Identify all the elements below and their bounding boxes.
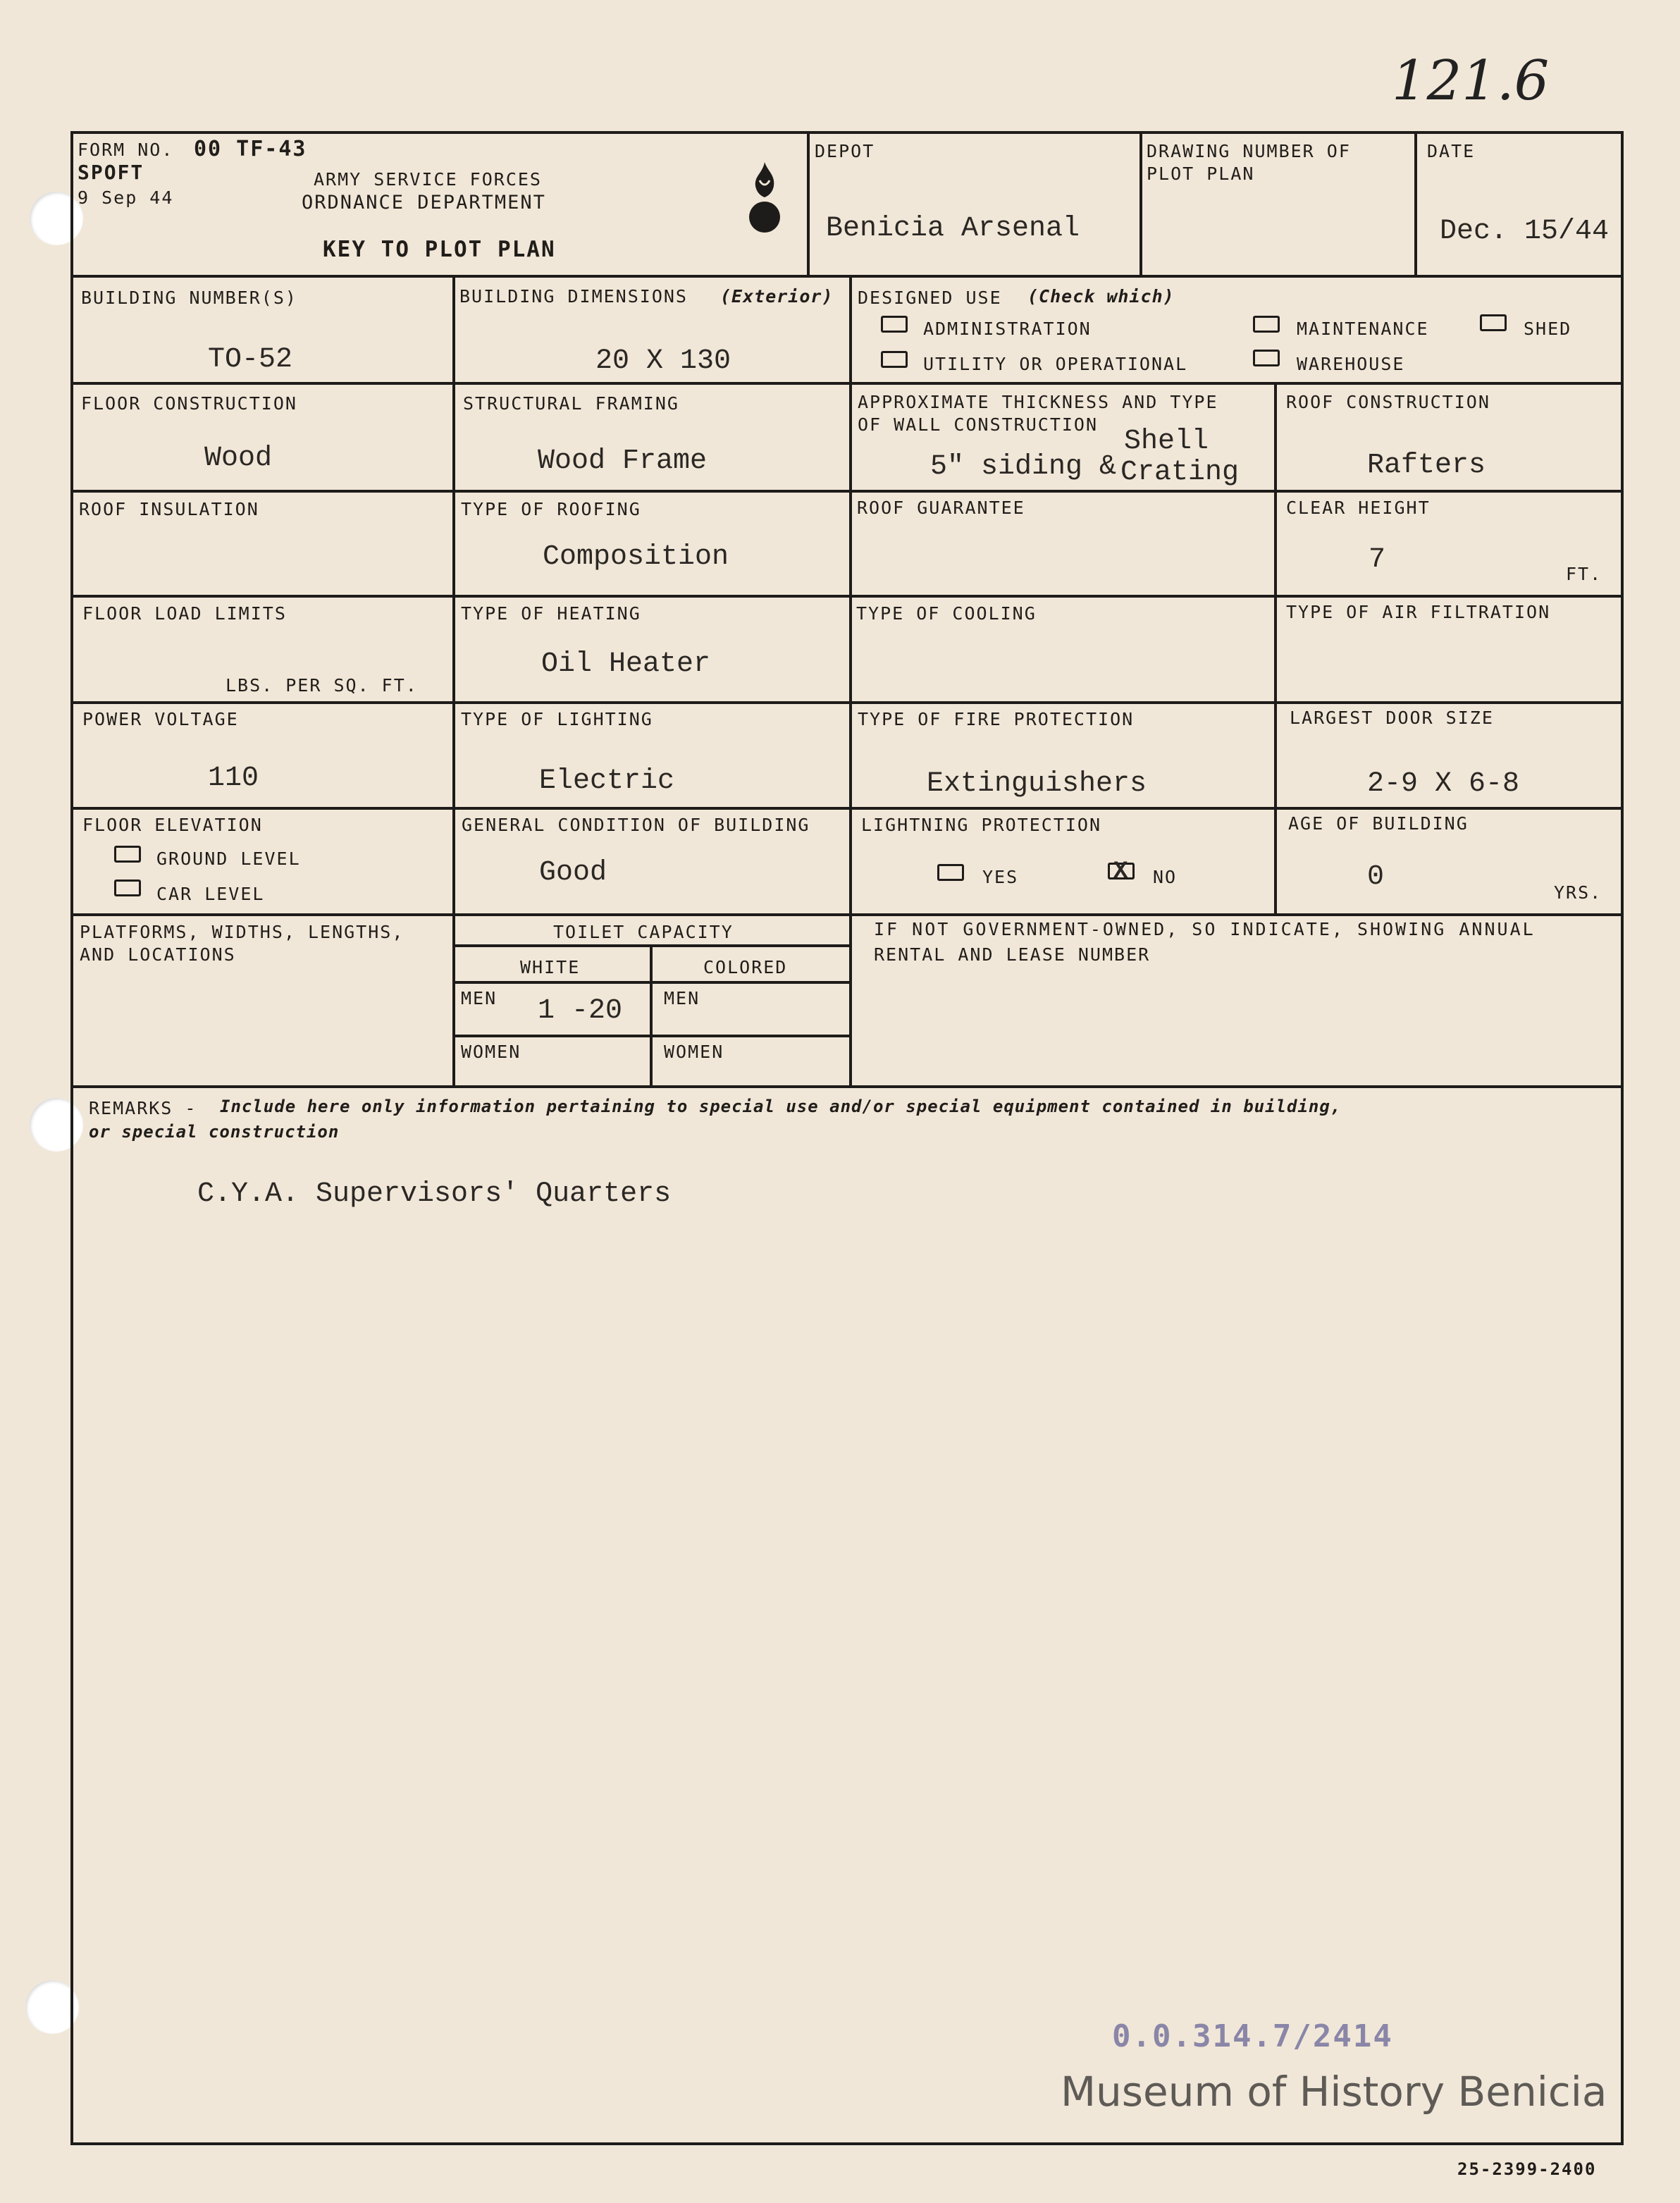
divider (70, 382, 1624, 385)
floor-construction-value: Wood (204, 443, 273, 474)
colored-women-label: WOMEN (664, 1042, 724, 1062)
administration-checkbox[interactable] (881, 316, 908, 333)
shed-checkbox[interactable] (1480, 314, 1507, 331)
structural-framing-label: STRUCTURAL FRAMING (463, 393, 679, 414)
form-no-label: FORM NO. (78, 140, 174, 160)
floor-elevation-label: FLOOR ELEVATION (82, 815, 263, 835)
form-left-border (70, 131, 73, 2145)
divider (650, 944, 653, 1087)
car-level-checkbox[interactable] (114, 880, 141, 896)
designed-use-hint: (Check which) (1027, 286, 1175, 307)
administration-label: ADMINISTRATION (923, 319, 1092, 339)
lightning-no-label: NO (1153, 867, 1178, 887)
depot-value: Benicia Arsenal (826, 213, 1080, 245)
maintenance-checkbox[interactable] (1253, 316, 1280, 333)
dimensions-label: BUILDING DIMENSIONS (459, 286, 688, 307)
shed-label: SHED (1524, 319, 1572, 339)
roof-guarantee-label: ROOF GUARANTEE (857, 498, 1025, 518)
structural-framing-value: Wood Frame (538, 445, 708, 477)
government-owned-label-2: RENTAL AND LEASE NUMBER (874, 944, 1151, 965)
roof-insulation-label: ROOF INSULATION (79, 499, 259, 519)
form-bottom-border (70, 2142, 1624, 2145)
form-edition-date: 9 Sep 44 (78, 187, 174, 208)
ground-level-label: GROUND LEVEL (156, 849, 301, 869)
lighting-label: TYPE OF LIGHTING (461, 709, 653, 729)
punch-hole-top (30, 192, 83, 245)
wall-construction-value: 5" siding & (930, 451, 1117, 483)
building-number-label: BUILDING NUMBER(S) (81, 288, 297, 308)
floor-construction-label: FLOOR CONSTRUCTION (81, 393, 297, 414)
heating-value: Oil Heater (541, 648, 711, 680)
wall-construction-value-top: Shell (1124, 426, 1209, 457)
condition-value: Good (539, 857, 607, 889)
fire-protection-label: TYPE OF FIRE PROTECTION (858, 709, 1135, 729)
footer-code: 25-2399-2400 (1457, 2159, 1597, 2179)
roof-construction-label: ROOF CONSTRUCTION (1286, 392, 1490, 412)
date-value: Dec. 15/44 (1440, 216, 1610, 247)
lightning-yes-checkbox[interactable] (937, 864, 964, 881)
colored-label: COLORED (703, 957, 788, 977)
file-stamp: 0.0.314.7/2414 (1112, 2018, 1393, 2054)
dimensions-exterior-label: (Exterior) (720, 286, 834, 307)
divider (1139, 131, 1142, 276)
form-no-value: 00 TF-43 (194, 137, 307, 161)
platforms-label-1: PLATFORMS, WIDTHS, LENGTHS, (80, 922, 404, 942)
agency-line-1: ARMY SERVICE FORCES (314, 169, 542, 190)
clear-height-unit: FT. (1566, 564, 1602, 584)
dimensions-value: 20 X 130 (595, 345, 731, 377)
door-size-value: 2-9 X 6-8 (1367, 768, 1520, 800)
ordnance-bomb-icon (747, 159, 782, 237)
floor-load-label: FLOOR LOAD LIMITS (82, 603, 287, 624)
form-right-border (1621, 131, 1624, 2145)
remarks-label-line-1: Include here only information pertaining to special use and/or special equipment contained in building, (220, 1097, 1342, 1116)
colored-men-label: MEN (664, 988, 700, 1008)
white-men-value: 1 -20 (538, 995, 623, 1027)
type-of-roofing-label: TYPE OF ROOFING (461, 499, 641, 519)
door-size-label: LARGEST DOOR SIZE (1290, 708, 1494, 728)
form-top-border (70, 131, 1624, 134)
warehouse-checkbox[interactable] (1253, 350, 1280, 366)
white-men-label: MEN (461, 988, 498, 1008)
divider (1414, 131, 1417, 276)
clear-height-value: 7 (1369, 544, 1386, 576)
divider (70, 1085, 1624, 1088)
depot-label: DEPOT (815, 141, 875, 161)
warehouse-label: WAREHOUSE (1297, 354, 1405, 374)
lightning-no-check-mark: X (1113, 858, 1128, 885)
age-unit: YRS. (1554, 882, 1602, 903)
power-voltage-label: POWER VOLTAGE (82, 709, 239, 729)
white-label: WHITE (520, 957, 581, 977)
wall-construction-label-2: OF WALL CONSTRUCTION (858, 414, 1099, 435)
government-owned-label-1: IF NOT GOVERNMENT-OWNED, SO INDICATE, SHOWING ANNUAL (874, 919, 1536, 939)
heating-label: TYPE OF HEATING (461, 603, 641, 624)
divider (70, 595, 1624, 598)
form-title: KEY TO PLOT PLAN (323, 237, 556, 262)
divider (807, 131, 810, 276)
roof-construction-value: Rafters (1367, 450, 1486, 481)
fire-protection-value: Extinguishers (927, 768, 1147, 800)
age-value: 0 (1367, 861, 1385, 893)
remarks-value: C.Y.A. Supervisors' Quarters (197, 1178, 672, 1210)
divider (1274, 382, 1277, 915)
drawing-number-label-2: PLOT PLAN (1147, 163, 1255, 184)
type-of-roofing-value: Composition (543, 541, 729, 573)
car-level-label: CAR LEVEL (156, 884, 265, 904)
clear-height-label: CLEAR HEIGHT (1286, 498, 1431, 518)
designed-use-label: DESIGNED USE (858, 288, 1002, 308)
building-number-value: TO-52 (208, 344, 293, 376)
air-filtration-label: TYPE OF AIR FILTRATION (1286, 602, 1551, 622)
drawing-number-label-1: DRAWING NUMBER OF (1147, 141, 1351, 161)
divider (70, 275, 1624, 278)
cooling-label: TYPE OF COOLING (856, 603, 1037, 624)
condition-label: GENERAL CONDITION OF BUILDING (462, 815, 810, 835)
divider (70, 490, 1624, 493)
maintenance-label: MAINTENANCE (1297, 319, 1429, 339)
remarks-label-line-2: or special construction (89, 1122, 340, 1142)
agency-line-2: ORDNANCE DEPARTMENT (302, 192, 546, 214)
wall-construction-label-1: APPROXIMATE THICKNESS AND TYPE (858, 392, 1218, 412)
divider (70, 807, 1624, 810)
divider (452, 275, 455, 1087)
lightning-yes-label: YES (982, 867, 1019, 887)
ground-level-checkbox[interactable] (114, 846, 141, 863)
divider (70, 913, 1624, 916)
age-label: AGE OF BUILDING (1288, 813, 1469, 834)
floor-load-unit: LBS. PER SQ. FT. (226, 675, 418, 696)
power-voltage-value: 110 (208, 763, 259, 794)
spoft-label: SPOFT (78, 161, 144, 184)
date-label: DATE (1427, 141, 1476, 161)
divider (70, 701, 1624, 704)
utility-label: UTILITY OR OPERATIONAL (923, 354, 1188, 374)
museum-watermark: Museum of History Benicia (1061, 2068, 1607, 2116)
toilet-capacity-label: TOILET CAPACITY (553, 922, 734, 942)
lighting-value: Electric (539, 765, 675, 797)
remarks-label-lead: REMARKS - (89, 1098, 197, 1118)
utility-checkbox[interactable] (881, 351, 908, 368)
white-women-label: WOMEN (461, 1042, 521, 1062)
handwritten-file-number: 121.6 (1392, 49, 1550, 113)
platforms-label-2: AND LOCATIONS (80, 944, 236, 965)
wall-construction-value-crating: Crating (1120, 457, 1240, 488)
divider (849, 275, 852, 1087)
lightning-protection-label: LIGHTNING PROTECTION (861, 815, 1102, 835)
punch-hole-middle (30, 1098, 83, 1152)
